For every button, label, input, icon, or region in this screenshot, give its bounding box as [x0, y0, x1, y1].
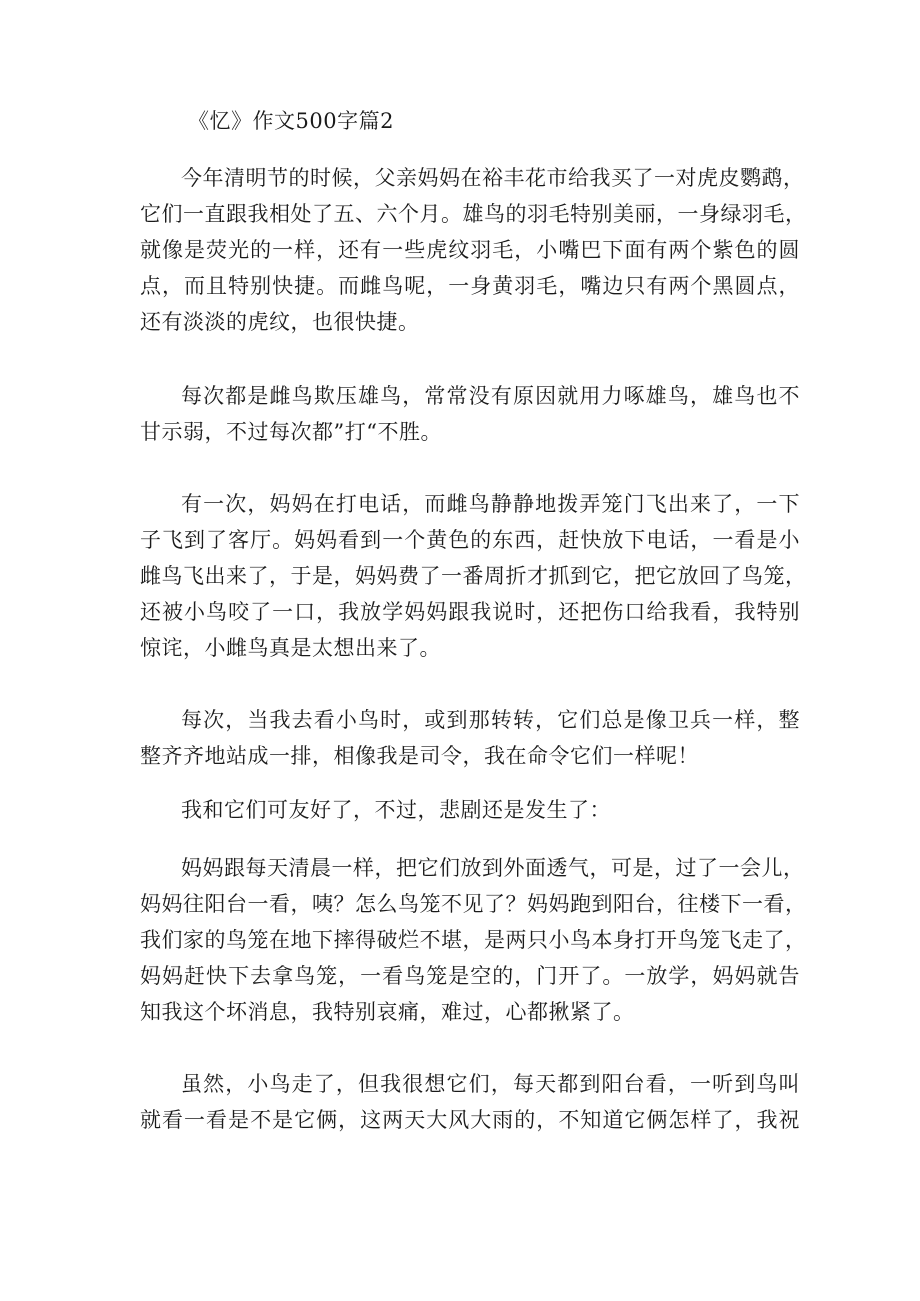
paragraph-line: 我和它们可友好了，不过，悲剧还是发生了： — [181, 798, 611, 822]
paragraph-line: 每次都是雌鸟欺压雄鸟，常常没有原因就用力啄雄鸟，雄鸟也不 — [181, 384, 800, 408]
paragraph-line: 妈妈往阳台一看，咦？怎么鸟笼不见了？妈妈跑到阳台，往楼下一看， — [140, 892, 807, 916]
paragraph-line: 点，而且特别快捷。而雌鸟呢，一身黄羽毛，嘴边只有两个黑圆点， — [140, 274, 800, 298]
paragraph-1 — [140, 160, 807, 340]
paragraph-line: 还被小鸟咬了一口，我放学妈妈跟我说时，还把伤口给我看，我特别 — [140, 600, 800, 624]
paragraph-line: 它们一直跟我相处了五、六个月。雄鸟的羽毛特别美丽，一身绿羽毛， — [140, 202, 807, 226]
paragraph-line: 每次，当我去看小鸟时，或到那转转，它们总是像卫兵一样，整 — [181, 708, 800, 732]
paragraph-line: 子飞到了客厅。妈妈看到一个黄色的东西，赶快放下电话，一看是小 — [140, 528, 800, 552]
paragraph-line: 就像是荧光的一样，还有一些虎纹羽毛，小嘴巴下面有两个紫色的圆 — [140, 238, 800, 262]
paragraph-line: 整齐齐地站成一排，相像我是司令，我在命令它们一样呢！ — [140, 744, 699, 768]
paragraph-line: 有一次，妈妈在打电话，而雌鸟静静地拨弄笼门飞出来了，一下 — [181, 492, 800, 516]
paragraph-line: 妈妈跟每天清晨一样，把它们放到外面透气，可是，过了一会儿， — [181, 856, 805, 880]
paragraph-5 — [140, 792, 800, 828]
paragraph-line: 妈妈赶快下去拿鸟笼，一看鸟笼是空的，门开了。一放学，妈妈就告 — [140, 964, 800, 988]
paragraph-7 — [140, 1066, 800, 1138]
paragraph-line: 雌鸟飞出来了，于是，妈妈费了一番周折才抓到它，把它放回了鸟笼， — [140, 564, 807, 588]
paragraph-6 — [140, 850, 807, 1030]
paragraph-line: 惊诧，小雌鸟真是太想出来了。 — [140, 636, 441, 660]
paragraph-line: 今年清明节的时候，父亲妈妈在裕丰花市给我买了一对虎皮鹦鹉， — [181, 166, 805, 190]
paragraph-line: 就看一看是不是它俩，这两天大风大雨的，不知道它俩怎样了，我祝 — [140, 1108, 800, 1132]
paragraph-line: 虽然，小鸟走了，但我很想它们，每天都到阳台看，一听到鸟叫 — [181, 1072, 800, 1096]
paragraph-line: 我们家的鸟笼在地下摔得破烂不堪，是两只小鸟本身打开鸟笼飞走了， — [140, 928, 807, 952]
paragraph-line: 知我这个坏消息，我特别哀痛，难过，心都揪紧了。 — [140, 1000, 635, 1024]
paragraph-line: 甘示弱，不过每次都”打“不胜。 — [140, 420, 442, 444]
paragraph-3 — [140, 486, 807, 666]
paragraph-line: 还有淡淡的虎纹，也很快捷。 — [140, 310, 420, 334]
paragraph-4 — [140, 702, 800, 774]
paragraph-2 — [140, 378, 800, 450]
essay-title: 《忆》作文500字篇2 — [188, 109, 394, 133]
